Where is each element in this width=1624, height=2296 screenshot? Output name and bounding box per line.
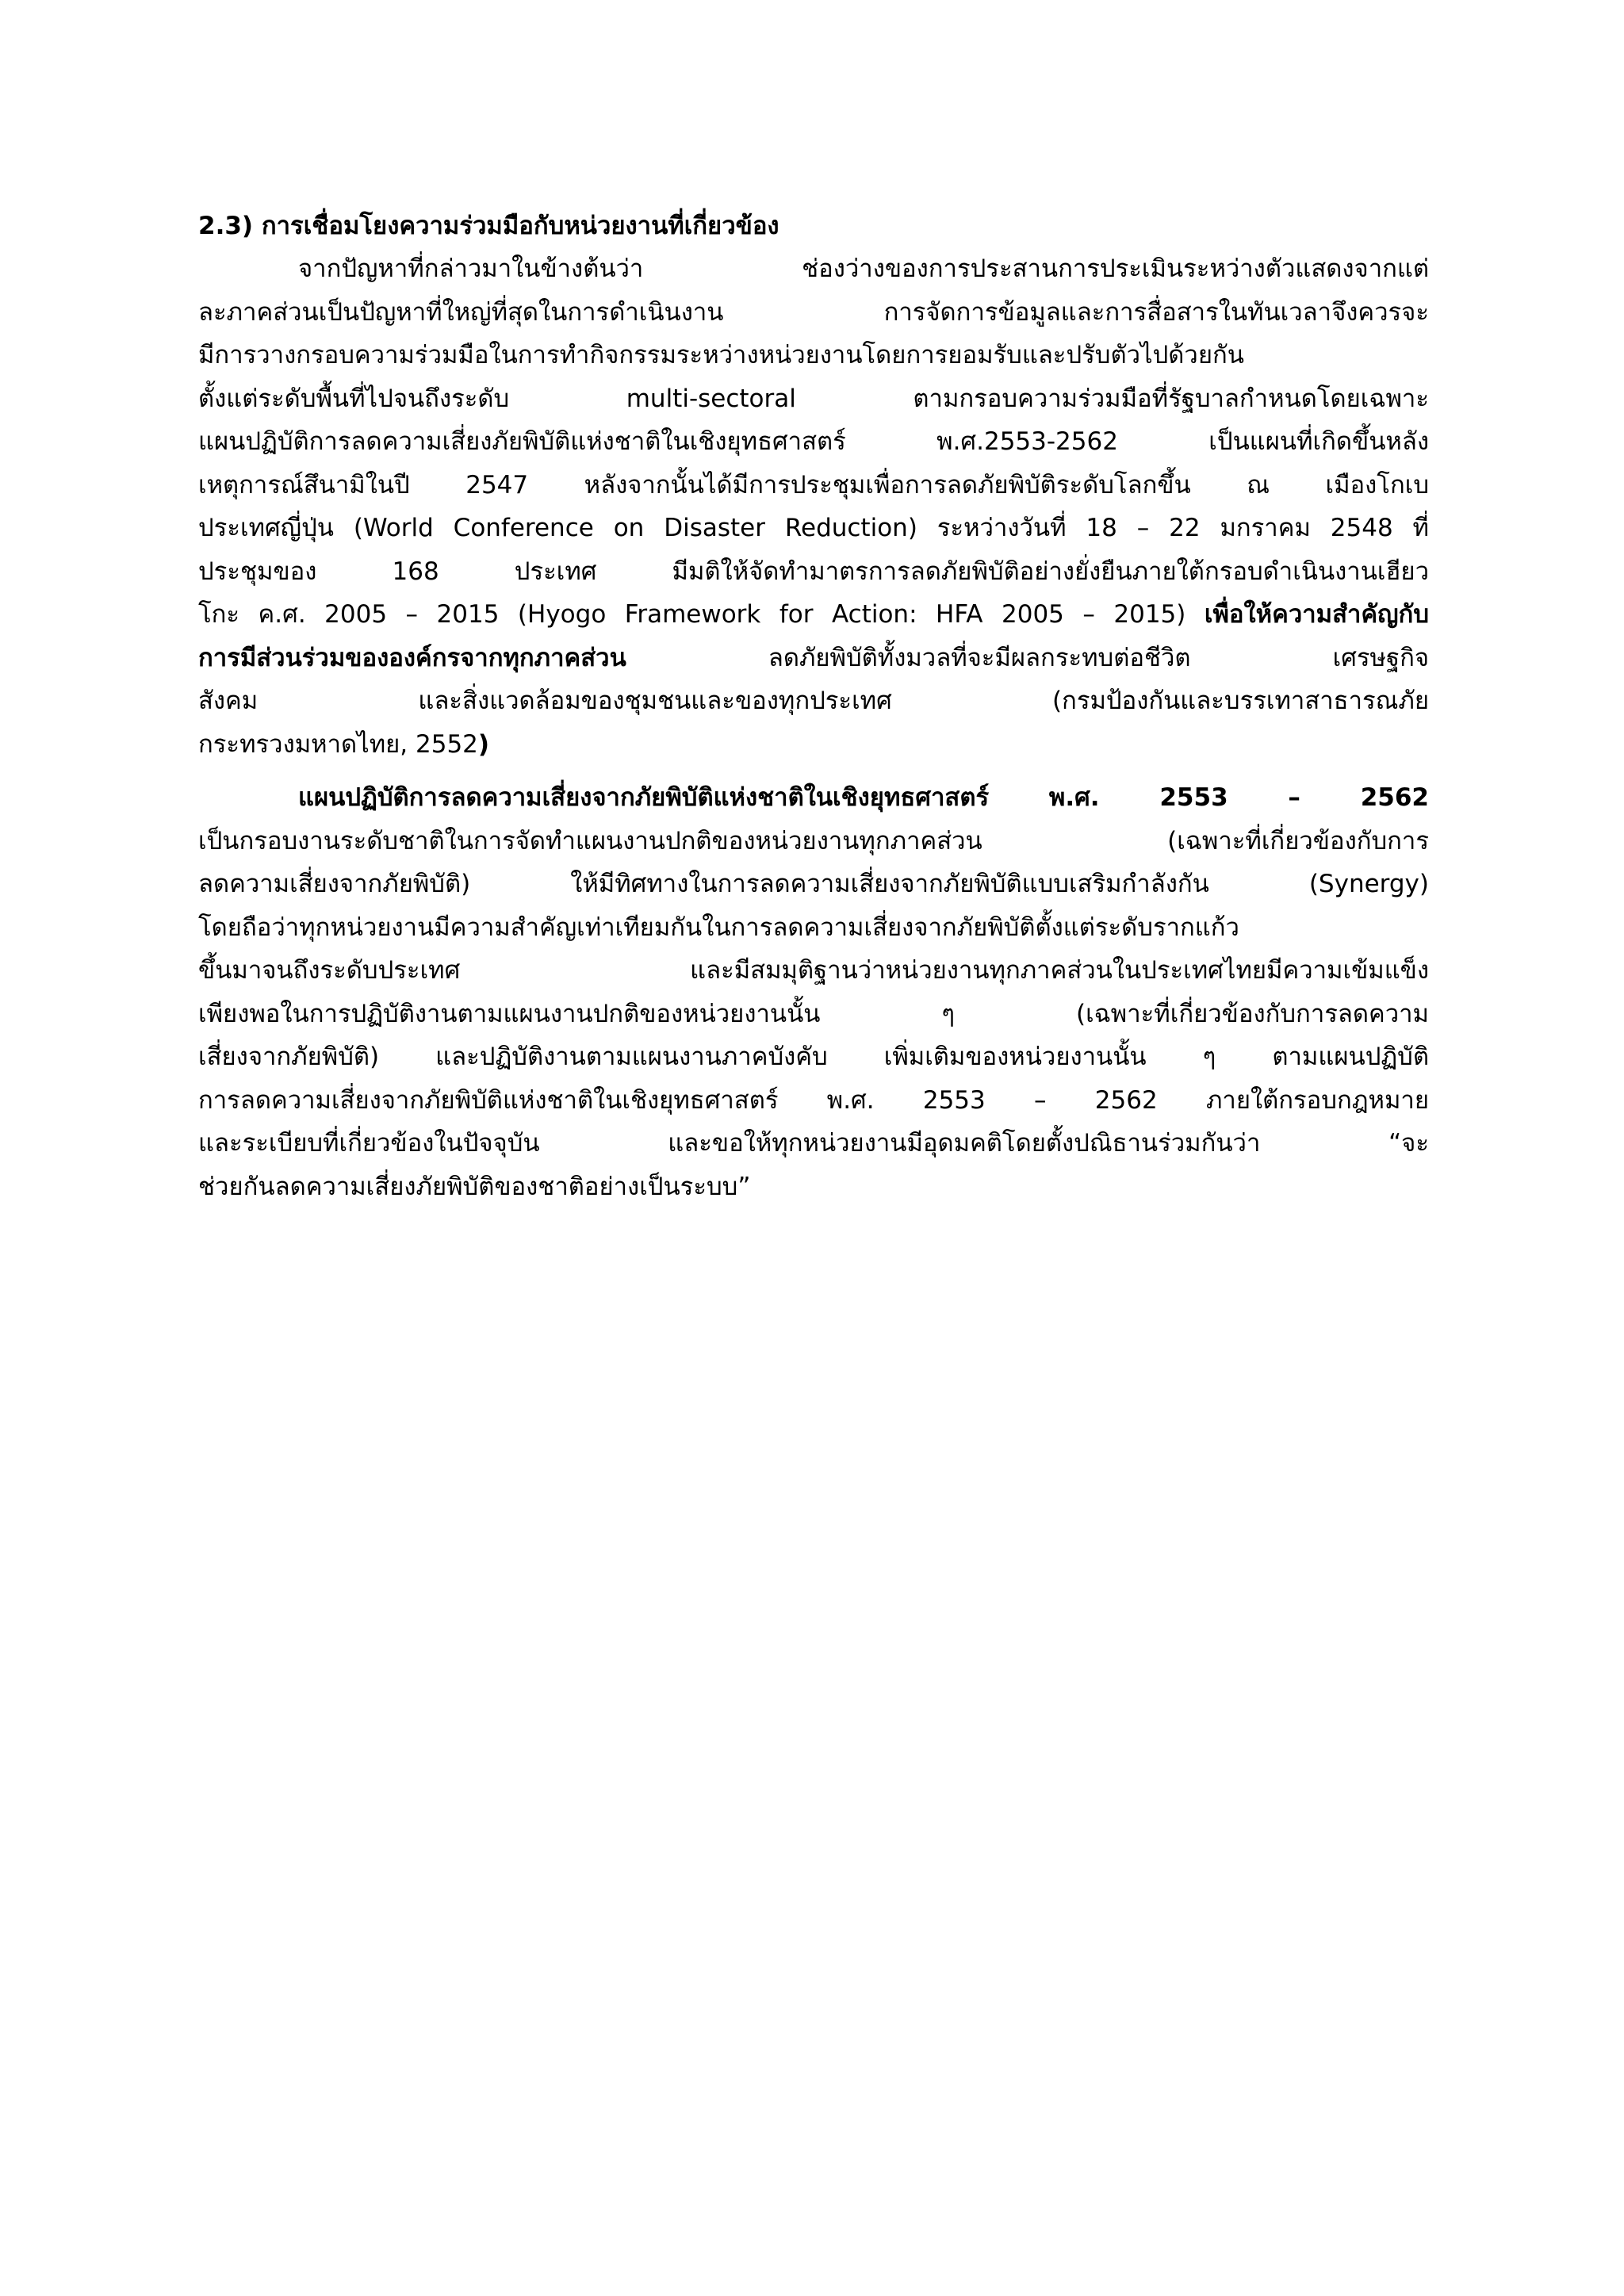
paragraph-line: เสี่ยงจากภัยพิบัติ) และปฏิบัติงานตามแผนงานภาคบังคับ เพิ่มเติมของหน่วยงานนั้น ๆ ตามแผนปฏิบัติ bbox=[198, 1043, 1429, 1071]
paragraph-line: ขึ้นมาจนถึงระดับประเทศ และมีสมมุติฐานว่าหน่วยงานทุกภาคส่วนในประเทศไทยมีความเข้มแข็ง bbox=[198, 956, 1429, 985]
citation-close: ) bbox=[477, 729, 490, 759]
line-text: ลดภัยพิบัติทั้งมวลที่จะมีผลกระทบต่อชีวิต เศรษฐกิจ bbox=[626, 643, 1429, 672]
paragraph-line: ลดความเสี่ยงจากภัยพิบัติ) ให้มีทิศทางในการลดความเสี่ยงจากภัยพิบัติแบบเสริมกำลังกัน (Synergy) bbox=[198, 870, 1429, 898]
paragraph-line: ประเทศญี่ปุ่น (World Conference on Disaster Reduction) ระหว่างวันที่ 18 – 22 มกราคม 2548 ที่ bbox=[198, 514, 1429, 542]
paragraph-line: ตั้งแต่ระดับพื้นที่ไปจนถึงระดับ multi-sectoral ตามกรอบความร่วมมือที่รัฐบาลกำหนดโดยเฉพาะ bbox=[198, 384, 1429, 413]
paragraph-line: เป็นกรอบงานระดับชาติในการจัดทำแผนงานปกติของหน่วยงานทุกภาคส่วน (เฉพาะที่เกี่ยวข้องกับการ bbox=[198, 826, 1429, 855]
paragraph-line: ละภาคส่วนเป็นปัญหาที่ใหญ่ที่สุดในการดำเนินงาน การจัดการข้อมูลและการสื่อสารในทันเวลาจึงควรจะ bbox=[198, 297, 1429, 327]
paragraph-collaboration-framework bbox=[198, 247, 1429, 766]
document-body bbox=[198, 205, 1429, 1208]
paragraph-line bbox=[198, 593, 1429, 637]
paragraph-line bbox=[198, 723, 1429, 767]
paragraph-lead-title: แผนปฏิบัติการลดความเสี่ยงจากภัยพิบัติแห่งชาติในเชิงยุทธศาสตร์ พ.ศ. 2553 – 2562 bbox=[298, 783, 1429, 812]
paragraph-line: จากปัญหาที่กล่าวมาในข้างต้นว่า ช่องว่างของการประสานการประเมินระหว่างตัวแสดงจากแต่ bbox=[298, 254, 1429, 283]
paragraph-line: ประชุมของ 168 ประเทศ มีมติให้จัดทำมาตรการลดภัยพิบัติอย่างยั่งยืนภายใต้กรอบดำเนินงานเฮียว bbox=[198, 557, 1429, 586]
paragraph-line: มีการวางกรอบความร่วมมือในการทำกิจกรรมระหว่างหน่วยงานโดยการยอมรับและปรับตัวไปด้วยกัน bbox=[198, 341, 1244, 369]
paragraph-line: เหตุการณ์สึนามิในปี 2547 หลังจากนั้นได้มีการประชุมเพื่อการลดภัยพิบัติระดับโลกขึ้น ณ เมืองโกเบ bbox=[198, 470, 1429, 499]
paragraph-line: สังคม และสิ่งแวดล้อมของชุมชนและของทุกประเทศ (กรมป้องกันและบรรเทาสาธารณภัย bbox=[198, 687, 1429, 715]
paragraph-line: โดยถือว่าทุกหน่วยงานมีความสำคัญเท่าเทียมกันในการลดความเสี่ยงจากภัยพิบัติตั้งแต่ระดับรากแก้ว bbox=[198, 913, 1239, 942]
paragraph-line: และระเบียบที่เกี่ยวข้องในปัจจุบัน และขอให้ทุกหน่วยงานมีอุดมคติโดยตั้งปณิธานร่วมกันว่า “จะ bbox=[198, 1129, 1429, 1158]
paragraph-line: ช่วยกันลดความเสี่ยงภัยพิบัติของชาติอย่างเป็นระบบ” bbox=[198, 1172, 751, 1201]
citation-text: กระทรวงมหาดไทย, 2552 bbox=[198, 729, 478, 759]
paragraph-line: เพียงพอในการปฏิบัติงานตามแผนงานปกติของหน่วยงานนั้น ๆ (เฉพาะที่เกี่ยวข้องกับการลดความ bbox=[198, 999, 1429, 1028]
paragraph-line: แผนปฏิบัติการลดความเสี่ยงภัยพิบัติแห่งชาติในเชิงยุทธศาสตร์ พ.ศ.2553-2562 เป็นแผนที่เกิดขึ้นหลัง bbox=[198, 427, 1429, 456]
line-text: โกะ ค.ศ. 2005 – 2015 (Hyogo Framework for Action: HFA 2005 – 2015) bbox=[198, 600, 1205, 629]
emphasis-text: การมีส่วนร่วมขององค์กรจากทุกภาคส่วน bbox=[198, 643, 626, 672]
section-heading: 2.3) การเชื่อมโยงความร่วมมือกับหน่วยงานที่เกี่ยวข้อง bbox=[198, 212, 779, 240]
paragraph-national-plan bbox=[198, 776, 1429, 1208]
paragraph-line: การลดความเสี่ยงจากภัยพิบัติแห่งชาติในเชิงยุทธศาสตร์ พ.ศ. 2553 – 2562 ภายใต้กรอบกฎหมาย bbox=[198, 1085, 1429, 1115]
emphasis-text: เพื่อให้ความสำคัญกับ bbox=[1204, 600, 1429, 629]
paragraph-line bbox=[198, 637, 1429, 680]
